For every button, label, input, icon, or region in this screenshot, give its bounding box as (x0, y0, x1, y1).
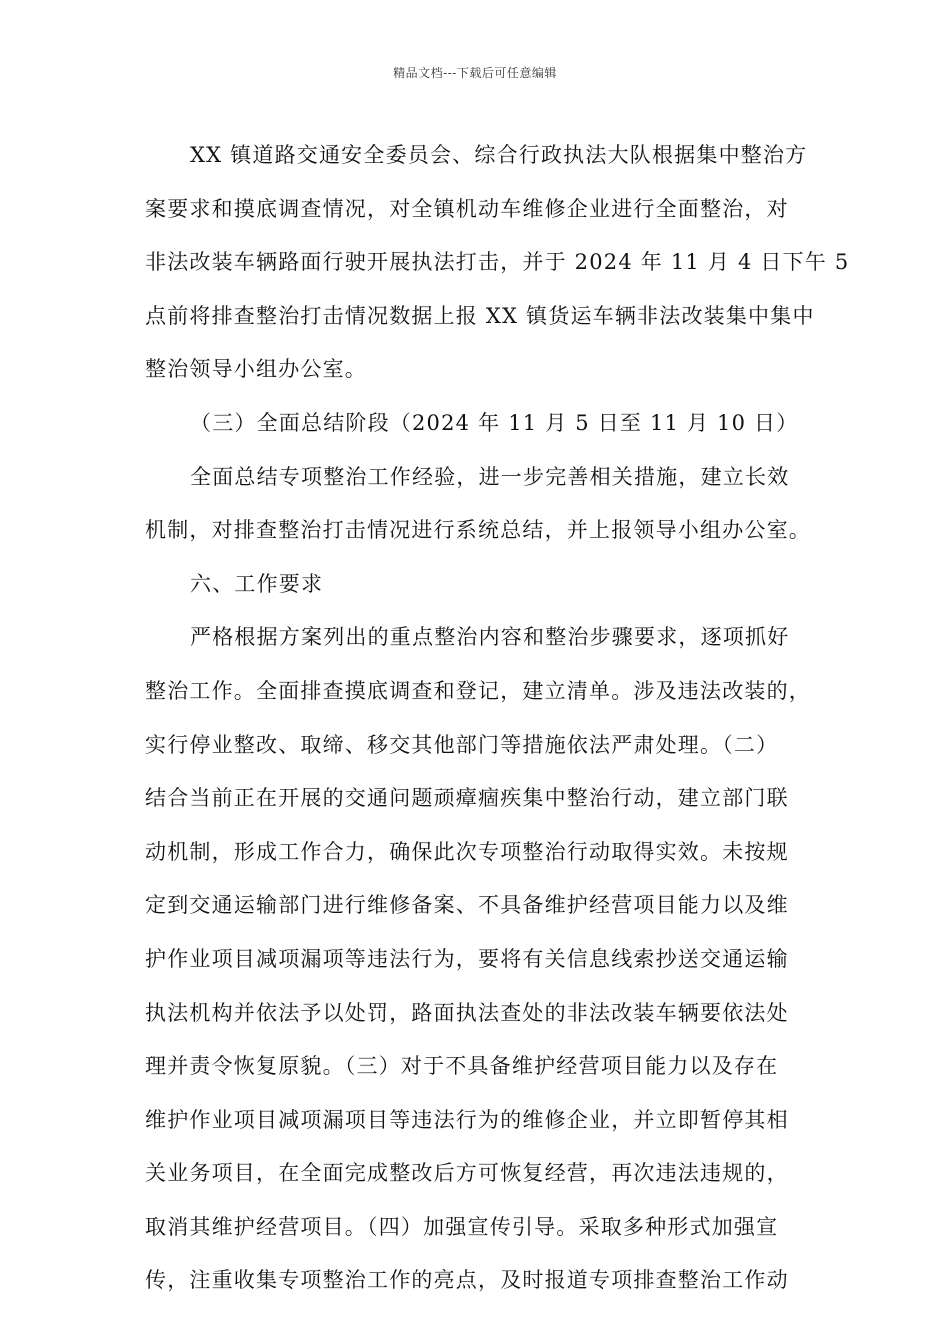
text-line: 结合当前正在开展的交通问题顽瘴痼疾集中整治行动，建立部门联 (145, 786, 789, 811)
text-line: 实行停业整改、取缔、移交其他部门等措施依法严肃处理。（二） (145, 732, 779, 757)
text-line: 取消其维护经营项目。（四）加强宣传引导。采取多种形式加强宣 (145, 1214, 779, 1239)
text-line: 理并责令恢复原貌。（三）对于不具备维护经营项目能力以及存在 (145, 1054, 779, 1079)
text-line: 定到交通运输部门进行维修备案、不具备维护经营项目能力以及维 (145, 893, 789, 918)
text-line: 关业务项目，在全面完成整改后方可恢复经营，再次违法违规的， (145, 1161, 789, 1186)
section-heading: 六、工作要求 (190, 571, 324, 596)
text-line: 整治领导小组办公室。 (145, 357, 367, 382)
text-line: 整治工作。全面排查摸底调查和登记，建立清单。涉及违法改装的， (145, 678, 811, 703)
document-body (145, 134, 850, 1313)
page-header: 精品文档---下载后可任意编辑 (393, 66, 557, 80)
text-line: 案要求和摸底调查情况，对全镇机动车维修企业进行全面整治，对 (145, 196, 789, 221)
text-line: 动机制，形成工作合力，确保此次专项整治行动取得实效。未按规 (145, 839, 789, 864)
text-line: 全面总结专项整治工作经验，进一步完善相关措施，建立长效 (190, 464, 790, 489)
text-line: 严格根据方案列出的重点整治内容和整治步骤要求，逐项抓好 (190, 625, 790, 650)
text-line: XX 镇道路交通安全委员会、综合行政执法大队根据集中整治方 (190, 143, 808, 167)
text-line: 机制，对排查整治打击情况进行系统总结，并上报领导小组办公室。 (145, 518, 811, 543)
text-line: 非法改装车辆路面行驶开展执法打击，并于 2024 年 11 月 4 日下午 5 (145, 250, 850, 275)
section-heading: （三）全面总结阶段（2024 年 11 月 5 日至 11 月 10 日） (190, 410, 799, 435)
text-line: 执法机构并依法予以处罚，路面执法查处的非法改装车辆要依法处 (145, 1000, 789, 1025)
text-line: 护作业项目减项漏项等违法行为，要将有关信息线索抄送交通运输 (145, 946, 789, 971)
text-line: 维护作业项目减项漏项目等违法行为的维修企业，并立即暂停其相 (145, 1107, 789, 1132)
text-line: 传，注重收集专项整治工作的亮点，及时报道专项排查整治工作动 (145, 1268, 789, 1293)
text-line: 点前将排查整治打击情况数据上报 XX 镇货运车辆非法改装集中集中 (145, 303, 815, 328)
